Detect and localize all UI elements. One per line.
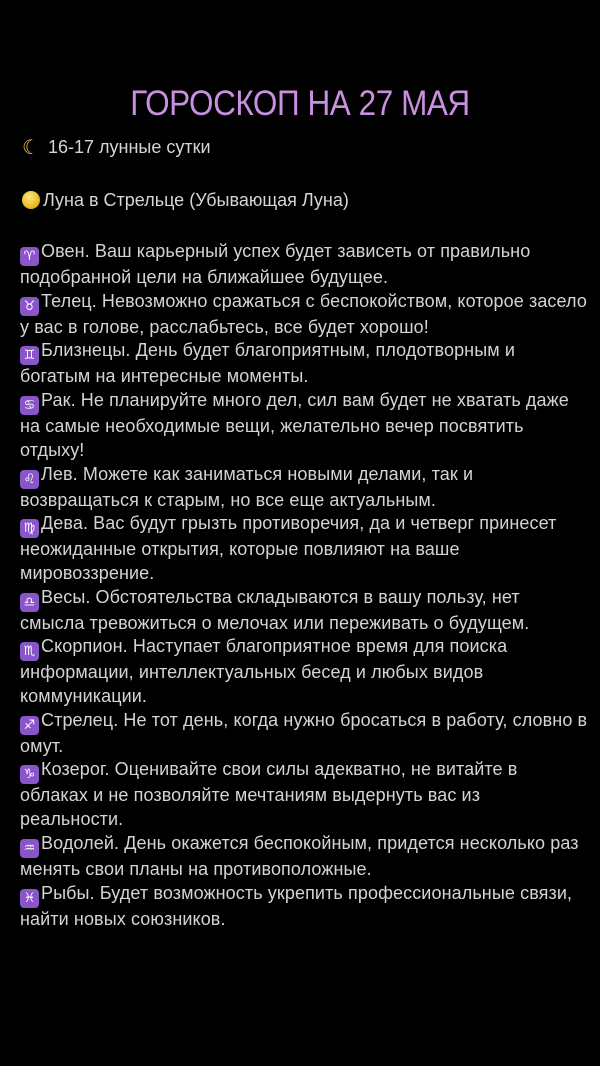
sign-text: Скорпион. Наступает благоприятное время для поиска информации, интеллектуальных бесед и любых видов коммуникации.	[20, 636, 508, 707]
virgo-icon: ♍	[20, 519, 39, 538]
sign-text: Водолей. День окажется беспокойным, придется несколько раз менять свои планы на противоположные.	[20, 832, 579, 879]
sign-aquarius	[20, 832, 588, 882]
page-title: ГОРОСКОП НА 27 МАЯ	[130, 84, 470, 123]
sign-text: Стрелец. Не тот день, когда нужно бросаться в работу, словно в омут.	[20, 709, 588, 756]
sign-pisces	[20, 882, 588, 932]
full-moon-icon	[22, 191, 40, 209]
crescent-moon-icon: ☾	[22, 137, 40, 159]
sign-gemini	[20, 339, 588, 389]
sign-virgo	[20, 512, 588, 585]
moon-state-line	[22, 188, 349, 212]
sign-text: Лев. Можете как заниматься новыми делами, так и возвращаться к старым, но все еще актуальным.	[20, 463, 474, 510]
sign-text: Весы. Обстоятельства складываются в вашу пользу, нет смысла тревожиться о мелочах или переживать о будущем.	[20, 586, 530, 633]
sign-leo	[20, 463, 588, 513]
sign-taurus	[20, 290, 588, 340]
moon-day-line	[22, 135, 211, 160]
libra-icon: ♎	[20, 593, 39, 612]
sagittarius-icon: ♐	[20, 716, 39, 735]
taurus-icon: ♉	[20, 297, 39, 316]
sign-libra	[20, 586, 588, 636]
capricorn-icon: ♑	[20, 765, 39, 784]
sign-text: Телец. Невозможно сражаться с беспокойством, которое засело у вас в голове, расслабьтесь, все будет хорошо!	[20, 290, 587, 337]
sign-text: Козерог. Оценивайте свои силы адекватно, не витайте в облаках и не позволяйте мечтаниям выдернуть вас из реальности.	[20, 759, 518, 830]
aquarius-icon: ♒	[20, 839, 39, 858]
sign-text: Овен. Ваш карьерный успех будет зависеть от правильно подобранной цели на ближайшее будущее.	[20, 241, 531, 287]
sign-text: Близнецы. День будет благоприятным, плодотворным и богатым на интересные моменты.	[20, 340, 515, 387]
sign-aries	[20, 240, 588, 290]
sign-cancer	[20, 389, 588, 462]
cancer-icon: ♋	[20, 396, 39, 415]
gemini-icon: ♊	[20, 346, 39, 365]
sign-text: Рак. Не планируйте много дел, сил вам будет не хватать даже на самые необходимые вещи, желательно вечер посвятить отдыху!	[20, 390, 569, 460]
scorpio-icon: ♏	[20, 642, 39, 661]
sign-scorpio	[20, 635, 588, 708]
zodiac-list	[20, 240, 588, 931]
moon-state-text: Луна в Стрельце (Убывающая Луна)	[43, 190, 349, 210]
leo-icon: ♌	[20, 470, 39, 489]
sign-capricorn	[20, 758, 588, 831]
aries-icon: ♈	[20, 247, 39, 266]
sign-text: Дева. Вас будут грызть противоречия, да и четверг принесет неожиданные открытия, которые повлияют на ваше мировоззрение.	[20, 513, 557, 583]
moon-day-text: 16-17 лунные сутки	[48, 137, 211, 157]
pisces-icon: ♓	[20, 889, 39, 908]
sign-text: Рыбы. Будет возможность укрепить профессиональные связи, найти новых союзников.	[20, 882, 573, 929]
sign-sagittarius	[20, 709, 588, 759]
